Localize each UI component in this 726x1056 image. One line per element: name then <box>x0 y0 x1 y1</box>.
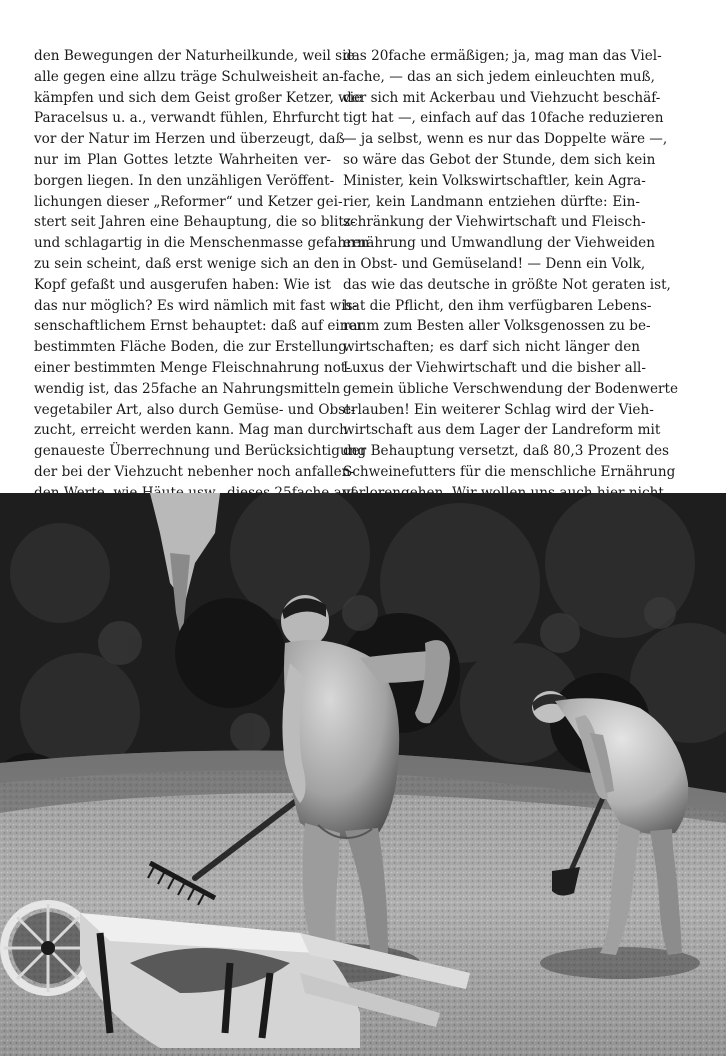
text-line: Kopf gefaßt und ausgerufen haben: Wie ist <box>34 276 331 293</box>
text-line: gemein übliche Verschwendung der Bodenwerte <box>343 380 679 397</box>
text-line: den Bewegungen der Naturheilkunde, weil sie <box>34 48 355 64</box>
text-line: in Obst- und Gemüseland! — Denn ein Volk, <box>343 255 646 272</box>
text-line: der sich mit Ackerbau und Viehzucht beschäf- <box>343 89 661 106</box>
text-line: raum zum Besten aller Volksgenossen zu be- <box>343 318 651 335</box>
text-line: einer bestimmten Menge Fleischnahrung not- <box>34 359 351 376</box>
text-line: bestimmten Fläche Boden, die zur Erstellung <box>34 339 347 356</box>
text-line: wendig ist, das 25fache an Nahrungsmitteln <box>34 380 341 397</box>
text-line: schränkung der Viehwirtschaft und Fleisch- <box>343 214 646 231</box>
text-line: wirtschaften; es darf sich nicht länger den <box>343 339 640 356</box>
text-line: zu sein scheint, daß erst wenige sich an den <box>34 255 340 272</box>
text-line: rier, kein Landmann entziehen dürfte: Ein- <box>343 193 640 210</box>
text-line: vegetabiler Art, also durch Gemüse- und Obst- <box>34 401 356 418</box>
article-text <box>34 46 694 480</box>
text-column-left <box>34 46 370 504</box>
text-line: lichungen dieser „Reformer“ und Ketzer gei- <box>34 193 343 210</box>
text-line: genaueste Überrechnung und Berücksichtigung <box>34 443 367 460</box>
text-line: — ja selbst, wenn es nur das Doppelte wäre —, <box>343 131 668 148</box>
text-line: erlauben! Ein weiterer Schlag wird der Vieh- <box>343 401 654 418</box>
text-line: vor der Natur im Herzen und überzeugt, daß <box>34 131 345 148</box>
text-line: das wie das deutsche in größte Not geraten ist, <box>343 276 671 293</box>
text-column-right <box>343 46 679 504</box>
text-line: Paracelsus u. a., verwandt fühlen, Ehrfurcht <box>34 110 340 127</box>
text-line: und schlagartig in die Menschenmasse gefahren <box>34 235 370 252</box>
text-line: das 20fache ermäßigen; ja, mag man das Viel- <box>343 48 662 64</box>
text-line: kämpfen und sich dem Geist großer Ketzer, wie <box>34 89 363 106</box>
garden-work-photograph <box>0 493 726 1056</box>
text-line: Luxus der Viehwirtschaft und die bisher all- <box>343 359 646 376</box>
text-line: tigt hat —, einfach auf das 10fache reduzieren <box>343 110 664 127</box>
text-line: stert seit Jahren eine Behauptung, die so blitz- <box>34 214 356 231</box>
text-line: so wäre das Gebot der Stunde, dem sich kein <box>343 151 656 168</box>
text-line: das nur möglich? Es wird nämlich mit fast wis- <box>34 297 358 314</box>
text-line: nur im Plan Gottes letzte Wahrheiten ver- <box>34 151 331 168</box>
text-line: alle gegen eine allzu träge Schulweisheit an- <box>34 68 344 85</box>
text-line: fache, — das an sich jedem einleuchten muß, <box>343 68 655 85</box>
text-line: senschaftlichem Ernst behauptet: daß auf einer <box>34 318 364 335</box>
text-line: Schweinefutters für die menschliche Ernährung <box>343 463 676 480</box>
text-line: ernährung und Umwandlung der Viehweiden <box>343 235 655 252</box>
text-line: der Behauptung versetzt, daß 80,3 Prozent des <box>343 443 669 460</box>
text-line: Minister, kein Volkswirtschaftler, kein Agra- <box>343 172 646 189</box>
text-line: hat die Pflicht, den ihm verfügbaren Lebens- <box>343 297 652 314</box>
text-line: wirtschaft aus dem Lager der Landreform mit <box>343 422 661 439</box>
text-line: der bei der Viehzucht nebenher noch anfallen- <box>34 463 355 480</box>
photo-illustration <box>0 493 726 1056</box>
text-line: borgen liegen. In den unzähligen Veröffent- <box>34 172 335 189</box>
text-line: zucht, erreicht werden kann. Mag man durch <box>34 422 348 439</box>
